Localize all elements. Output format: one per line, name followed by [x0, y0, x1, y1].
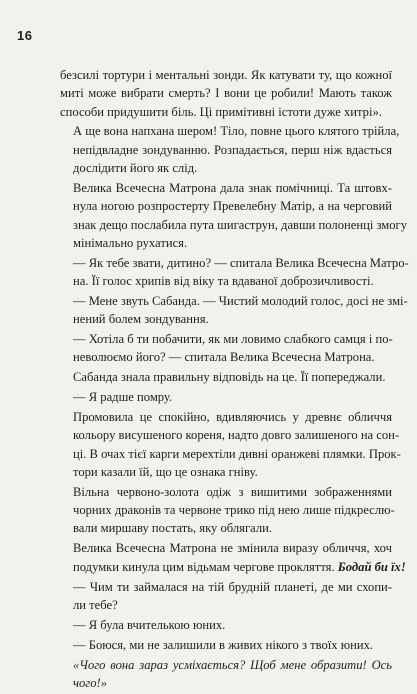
text-line: — Я була вчителькою юних. — [73, 617, 226, 632]
text-line: — Я радше помру. — [73, 390, 173, 405]
text-line: — Як тебе звати, дитино? — спитала Велика Всечесна Матро- — [73, 255, 409, 270]
paragraph — [60, 656, 392, 693]
paragraph — [60, 122, 400, 177]
text-line: нула ногою розпростерту Превелебну Матір, а на черговий — [73, 199, 392, 214]
paragraph — [60, 388, 392, 406]
text-line: — Боюся, ми не залишили в живих нікого з твоїх юних. — [73, 637, 374, 652]
page-body-text — [60, 66, 409, 694]
text-line: ці. В очах тієї карги мерехтіли дивні оранжеві плямки. Прок- — [73, 446, 401, 461]
paragraph — [60, 179, 407, 252]
paragraph — [60, 292, 408, 329]
text-line: — Чим ти займалася на тій брудній планеті, де ми схопи- — [73, 579, 392, 594]
paragraph — [60, 539, 406, 576]
text-line: Велика Всечесна Матрона не змінила виразу обличчя, хоч — [73, 541, 392, 556]
paragraph — [60, 330, 392, 367]
text-line: дослідити його як слід. — [73, 161, 198, 176]
text-line: способи придушити біль. Ці примітивні істоти дуже хитрі». — [60, 104, 382, 119]
paragraph — [60, 616, 392, 634]
text-line: непідвладне зондуванню. Розпадається, перш ніж вдасться — [73, 142, 392, 157]
paragraph — [60, 368, 392, 386]
text-line: Промовила це спокійно, вдивляючись у древнє обличчя — [73, 410, 392, 425]
text-line: тори казали їй, що це ознака гніву. — [73, 464, 258, 479]
paragraph — [60, 254, 409, 291]
text-line: ли тебе? — [73, 597, 118, 612]
paragraph — [60, 483, 395, 538]
text-line: подумки кинула цим відьмам чергове прокляття. Бодай би їх! — [73, 559, 406, 574]
text-line: Велика Всечесна Матрона дала знак помічниці. Та штовх- — [73, 180, 392, 195]
text-line: чорних драконів та червоне трико під нею лише підкреслю- — [73, 503, 395, 518]
text-line: на. Її голос хрипів від віку та вдаваної доброзичливості. — [73, 274, 374, 289]
text-line: Сабанда знала правильну відповідь на це. Її попереджали. — [73, 370, 386, 385]
text-line: нений болем зондування. — [73, 312, 209, 327]
text-line: неволюємо його? — спитала Велика Всечесна Матрона. — [73, 350, 375, 365]
text-line: мінімально рухатися. — [73, 235, 188, 250]
text-line: безсилі тортури і ментальні зонди. Як катувати ту, що кожної — [60, 68, 392, 82]
text-line: вали миршаву постать, яку облягали. — [73, 521, 272, 536]
text-line: — Мене звуть Сабанда. — Чистий молодий голос, досі не змі- — [73, 293, 408, 308]
emphasis-text: Бодай би їх! — [337, 559, 406, 574]
text-line: — Хотіла б ти побачити, як ми ловимо слабкого самця і по- — [73, 332, 393, 347]
text-line: Вільна червоно-золота одіж з вишитими зображеннями — [73, 484, 392, 499]
text-line: миті може вибрати смерть? І вони це робили! Мають також — [60, 86, 392, 101]
paragraph — [60, 66, 392, 121]
text-line: А ще вона напхана шером! Тіло, повне цього клятого трійла, — [73, 124, 400, 139]
page-number: 16 — [17, 28, 33, 43]
text-line: знак дещо послабила пута шигаструн, давши полоненці змогу — [73, 217, 407, 232]
paragraph — [60, 408, 401, 481]
paragraph — [60, 636, 392, 654]
text-line: «Чого вона зараз усміхається? Щоб мене образити! Ось — [73, 657, 392, 672]
text-line: кольору висушеного кореня, надто довго залишеного на сон- — [73, 428, 400, 443]
paragraph — [60, 578, 392, 615]
text-line: чого!» — [73, 675, 108, 690]
